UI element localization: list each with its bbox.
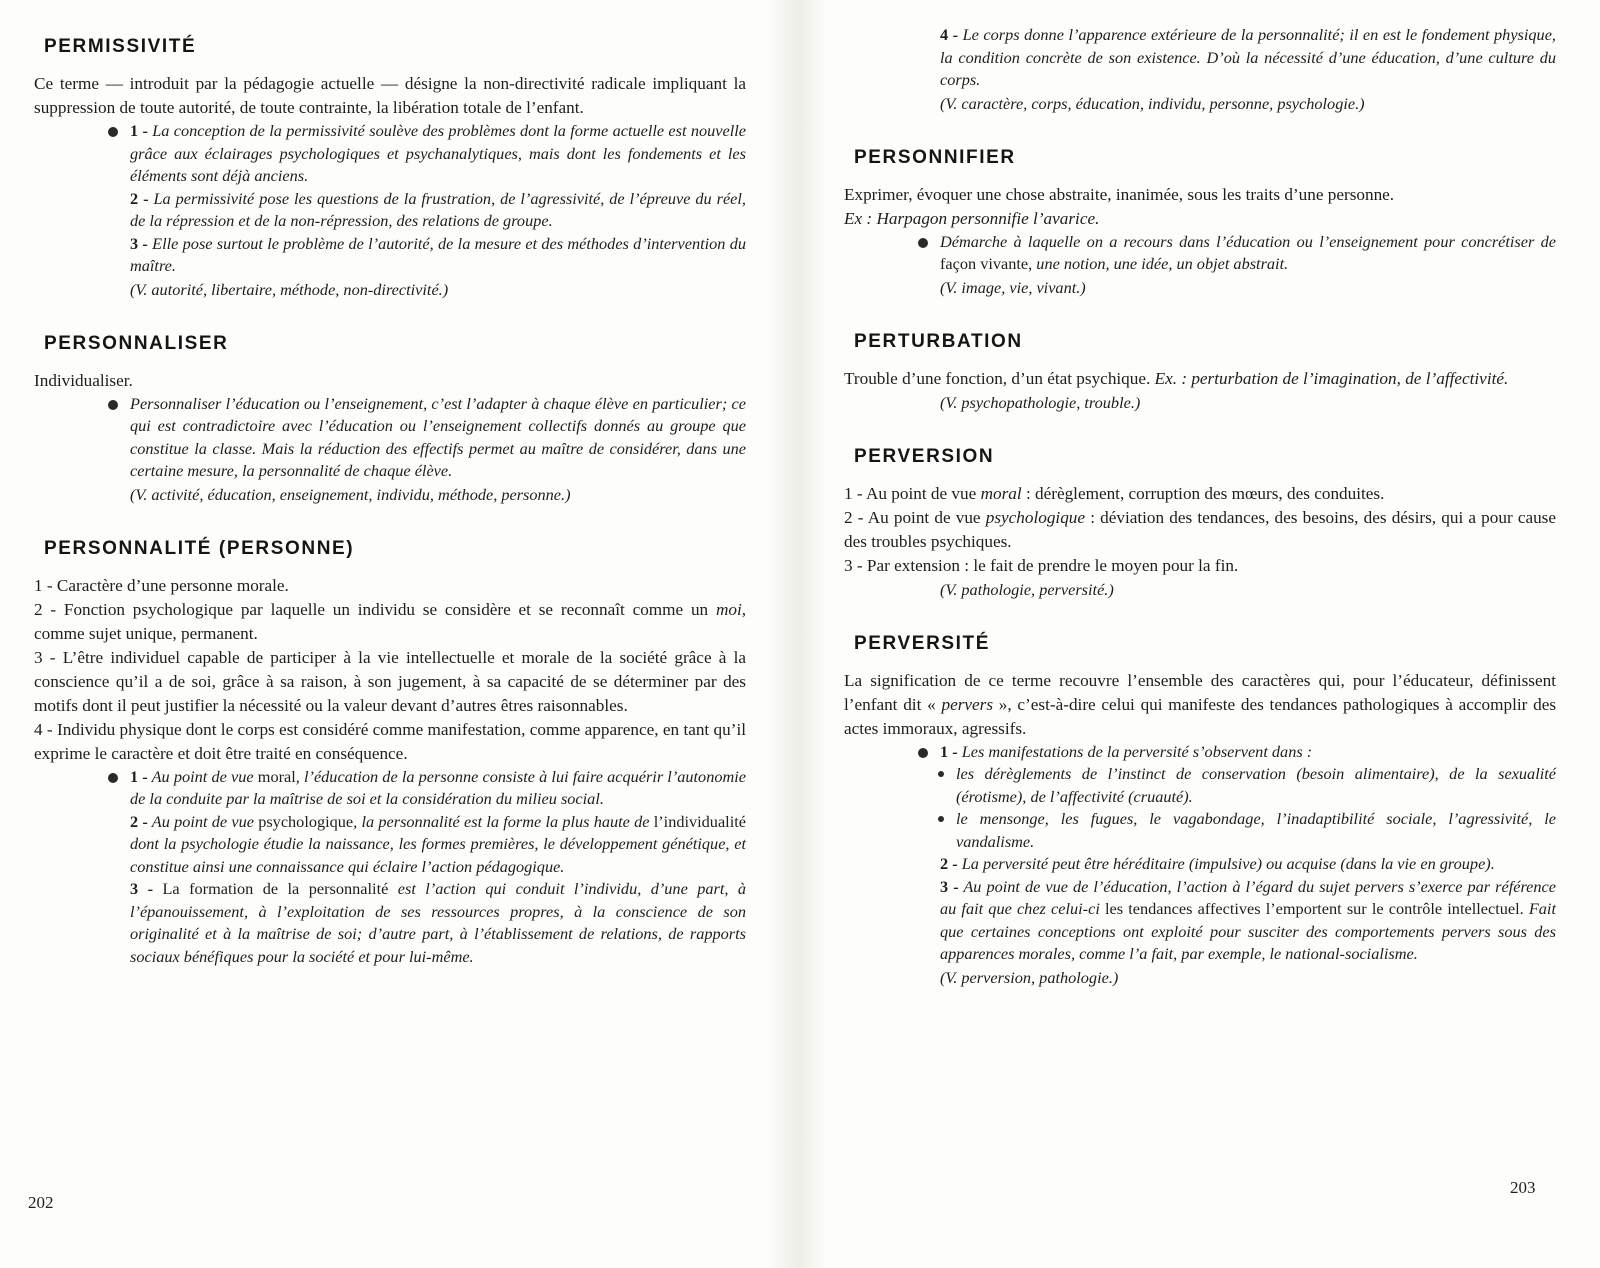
left-column [34,36,746,1000]
see-also: (V. perversion, pathologie.) [940,967,1119,987]
sense-2: 2 - Fonction psychologique par laquelle un individu se considère et se reconnaît comme un moi, comme sujet unique, permanent. [34,599,747,643]
notes [34,120,746,301]
page-number: 203 [1510,1178,1536,1197]
notes [844,741,1556,989]
note: Démarche à laquelle on a recours dans l’éducation ou l’enseignement pour concrétiser de façon vivante, une notion, une idée, un objet abstrait. [940,231,1556,276]
see-also: (V. psychopathologie, trouble.) [940,392,1141,412]
sense-3: 3 - L’être individuel capable de participer à la vie intellectuelle et morale de la société grâce à la conscience qu’il a de soi, grâce à sa raison, à son jugement, à sa capacité de se déterminer par des motifs dont il peut justifier la nécessité ou la valeur devant d’autres êtres raisonnables. [34,647,746,715]
definition: Ce terme — introduit par la pédagogie actuelle — désigne la non-directivité radicale impliquant la suppression de toute autorité, de toute contrainte, la libération totale de l’enfant. [34,74,746,117]
term-heading: PERTURBATION [854,330,1023,352]
see-also: (V. image, vie, vivant.) [940,277,1086,297]
note-2: 2 - La perversité peut être héréditaire (impulsive) ou acquise (dans la vie en groupe). [940,854,1495,873]
see-also: (V. caractère, corps, éducation, individu, personne, psychologie.) [940,93,1365,113]
see-also: (V. activité, éducation, enseignement, individu, méthode, personne.) [130,484,571,504]
list-item: les dérèglements de l’instinct de conservation (besoin alimentaire), de la sexualité (érotisme), de l’affectivité (cruauté). [940,763,1556,808]
list-item: le mensonge, les fugues, le vagabondage, l’inadaptibilité sociale, l’agressivité, le vandalisme. [940,808,1556,853]
note-4: 4 - Le corps donne l’apparence extérieure de la personnalité; il en est le fondement physique, la condition concrète de son existence. D’où la nécessité d’une éducation, d’une culture du corps. [940,25,1556,89]
example: Ex : Harpagon personnifie l’avarice. [844,208,1100,228]
note-1: 1 - Au point de vue moral, l’éducation de la personne consiste à lui faire acquérir l’autonomie de la conduite par la maîtrise de soi et la considération du milieu social. [130,766,746,811]
notes [844,24,1556,115]
entry-personnalite [34,538,746,969]
note-1: 1 - Les manifestations de la perversité s’observent dans : [940,741,1556,764]
note-3: 3 - Elle pose surtout le problème de l’autorité, de la mesure et des méthodes d’intervention du maître. [130,233,746,275]
note-2: 2 - La permissivité pose les questions de la frustration, de l’agressivité, de l’épreuve du réel, de la répression et de la non-répression, des relations de groupe. [130,188,746,230]
definition: Trouble d’une fonction, d’un état psychique. Ex. : perturbation de l’imagination, de l’affectivité. [844,368,1509,388]
left-page [0,0,790,1268]
term-heading: PERMISSIVITÉ [44,36,197,57]
see-also: (V. autorité, libertaire, méthode, non-directivité.) [130,279,449,299]
note-3: 3 - Au point de vue de l’éducation, l’action à l’égard du sujet pervers s’exerce par référence au fait que chez celui-ci les tendances affectives l’emportent sur le contrôle intellectuel. Fait que certaines conceptions ont exploité pour susciter des comportements pervers sous des apparences morales, comme l’a fait, par exemple, le national-socialisme. [940,876,1557,963]
note-2: 2 - Au point de vue psychologique, la personnalité est la forme la plus haute de l’individualité dont la psychologie étudie la naissance, les formes premières, le développement génétique, et constitue ainsi une connaissance qui éclaire l’action pédagogique. [130,811,746,876]
right-column [844,24,1556,1021]
definition: La signification de ce terme recouvre l’ensemble des caractères qui, pour l’éducateur, définissent l’enfant dit « pervers », c’est-à-dire celui qui manifeste des tendances pathologiques à accomplir des actes immoraux, agressifs. [844,670,1557,738]
term-heading: PERSONNIFIER [854,146,1016,168]
entry-permissivite [34,36,746,301]
entry-personnaliser [34,333,746,506]
notes [844,231,1556,299]
entry-perturbation [844,331,1556,414]
notes [34,766,746,969]
right-page [810,0,1600,1268]
term-heading: PERSONNALITÉ (PERSONNE) [44,537,355,559]
definition: Individualiser. [34,370,133,390]
entry-perversite [844,633,1556,989]
note-3: 3 - La formation de la personnalité est l’action qui conduit l’individu, d’une part, à l’épanouissement, à l’exploitation de ses ressources propres, à la conscience de son originalité et à la maîtrise de soi; d’autre part, à l’établissement de relations, de rapports sociaux bénéfiques pour la société et pour lui-même. [130,879,747,966]
entry-perversion [844,446,1556,601]
sense-1: 1 - Caractère d’une personne morale. [34,575,289,595]
note: Personnaliser l’éducation ou l’enseignement, c’est l’adapter à chaque élève en particulier; ce qui est contradictoire avec l’éducation ou l’enseignement collectifs donnés au groupe que constitue la classe. Mais la réduction des effectifs permet au maître de considérer, dans une certaine mesure, la personnalité de chaque élève. [130,393,746,483]
sense-2: 2 - Au point de vue psychologique : déviation des tendances, des besoins, des désirs, qui a pour cause des troubles psychiques. [844,507,1557,551]
note-1: 1 - La conception de la permissivité soulève des problèmes dont la forme actuelle est nouvelle grâce aux éclairages psychologiques et psychanalytiques, mais dont les fondements et les éléments sont déjà anciens. [130,120,746,188]
term-heading: PERSONNALISER [44,332,229,354]
notes [34,393,746,506]
sense-4: 4 - Individu physique dont le corps est considéré comme manifestation, comme apparence, en tant qu’il exprime le caractère et doit être traité en conséquence. [34,719,746,763]
see-also: (V. pathologie, perversité.) [940,579,1114,599]
sense-3: 3 - Par extension : le fait de prendre le moyen pour la fin. [844,555,1239,575]
page-number: 202 [28,1193,54,1212]
term-heading: PERVERSION [854,445,995,467]
sense-1: 1 - Au point de vue moral : dérèglement, corruption des mœurs, des conduites. [844,483,1385,503]
continuation-personnalite [844,24,1556,115]
entry-personnifier [844,147,1556,299]
definition: Exprimer, évoquer une chose abstraite, inanimée, sous les traits d’une personne. [844,184,1395,204]
term-heading: PERVERSITÉ [854,632,991,654]
